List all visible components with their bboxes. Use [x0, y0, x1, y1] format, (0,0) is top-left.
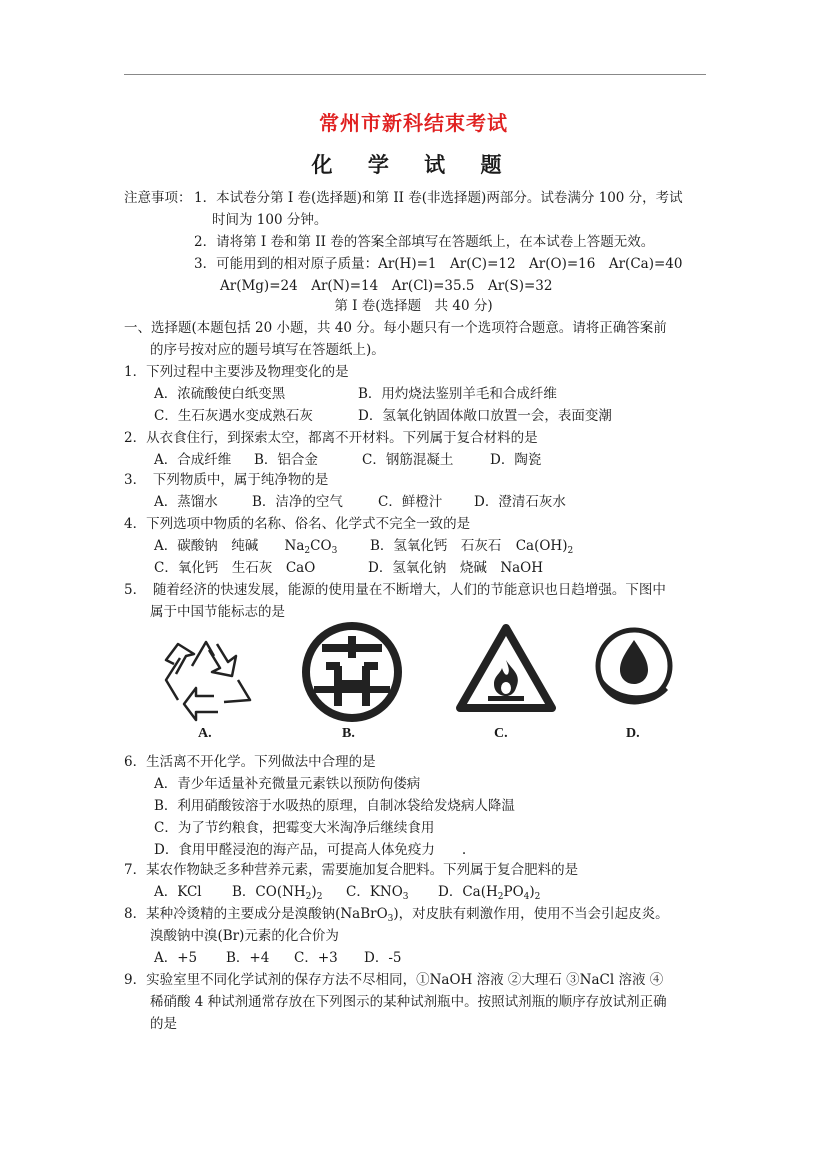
logo-b [300, 622, 420, 750]
q1-option-c: C．生石灰遇水变成熟石灰 [154, 408, 313, 424]
logo-c-label: C. [494, 726, 508, 741]
q9-stem-line-2: 稀硝酸 4 种试剂通常存放在下列图示的某种试剂瓶中。按照试剂瓶的顺序存放试剂正确 [150, 994, 667, 1010]
energy-logos [140, 622, 688, 750]
section-intro-line-2: 的序号按对应的题号填写在答题纸上)。 [150, 342, 385, 358]
q4-option-a [154, 536, 337, 556]
q3-option-d: D．澄清石灰水 [474, 494, 566, 510]
q4-option-b-formula: $Ca(OH)_2$ [515, 538, 574, 556]
note-1-line-1: 1．本试卷分第 I 卷(选择题)和第 II 卷(非选择题)两部分。试卷满分 100 分，考试 [194, 190, 683, 206]
q8-stem-line-2: 溴酸钠中溴(Br)元素的化合价为 [150, 928, 339, 944]
q6-option-a: A．青少年适量补充微量元素铁以预防佝偻病 [154, 776, 421, 792]
q6-option-d: D．食用甲醛浸泡的海产品，可提高人体免疫力 . [154, 842, 467, 858]
logo-a-label: A. [198, 726, 212, 741]
section-title: 第 I 卷(选择题 共 40 分) [334, 298, 493, 314]
notes-prefix: 注意事项： [124, 190, 192, 206]
q3-stem: 3． 下列物质中，属于纯净物的是 [124, 472, 329, 488]
q9-stem-line-1: 9．实验室里不同化学试剂的保存方法不尽相同，①NaOH 溶液 ②大理石 ③NaCl 溶液 ④ [124, 972, 664, 988]
q7-option-c: C．$KNO_3$ [346, 884, 409, 902]
q2-option-a: A．合成纤维 [154, 452, 232, 468]
q4-option-c: C．氧化钙 生石灰 CaO [154, 560, 316, 576]
water-saving-icon [592, 622, 702, 722]
top-rule [124, 74, 706, 75]
q2-stem: 2．从衣食住行，到探索太空，都离不开材料。下列属于复合材料的是 [124, 430, 538, 446]
q3-option-c: C．鲜橙汁 [378, 494, 443, 510]
q7-option-a: A．KCl [154, 884, 202, 900]
section-intro-line-1: 一、选择题(本题包括 20 小题，共 40 分。每小题只有一个选项符合题意。请将正确答案前 [124, 320, 667, 336]
q8-option-a: A．+5 [154, 950, 198, 966]
q7-stem: 7．某农作物缺乏多种营养元素，需要施加复合肥料。下列属于复合肥料的是 [124, 862, 579, 878]
q4-stem: 4．下列选项中物质的名称、俗名、化学式不完全一致的是 [124, 516, 471, 532]
subject-title: 化 学 试 题 [311, 152, 516, 177]
note-1-line-2: 时间为 100 分钟。 [212, 212, 328, 228]
china-energy-saving-icon [300, 622, 410, 722]
q3-option-a: A．蒸馏水 [154, 494, 218, 510]
logo-a [154, 622, 274, 750]
q1-option-a: A．浓硫酸使白纸变黑 [154, 386, 286, 402]
q2-option-c: C．钢筋混凝土 [362, 452, 454, 468]
q8-option-d: D．-5 [364, 950, 402, 966]
q1-option-b: B．用灼烧法鉴别羊毛和合成纤维 [358, 386, 557, 402]
q4-option-a-formula: $Na_2CO_3$ [284, 538, 338, 556]
q7-option-b: B．$CO(NH_2)_2$ [232, 884, 323, 902]
q8-stem-line-1: 8．某种冷烫精的主要成分是溴酸钠(NaBrO$_3$)，对皮肤有刺激作用，使用不当会引起皮炎。 [124, 906, 669, 924]
note-2: 2．请将第 I 卷和第 II 卷的答案全部填写在答题纸上，在本试卷上答题无效。 [194, 234, 655, 250]
q1-stem: 1．下列过程中主要涉及物理变化的是 [124, 364, 349, 380]
q5-stem-line-1: 5． 随着经济的快速发展，能源的使用量在不断增大，人们的节能意识也日趋增强。下图中 [124, 582, 666, 598]
logo-b-label: B. [342, 726, 355, 741]
q4-option-b-name: B．氢氧化钙 石灰石 [370, 538, 502, 554]
note-3-line-1: 3．可能用到的相对原子质量：Ar(H)=1 Ar(C)=12 Ar(O)=16 Ar(Ca)=40 [194, 256, 683, 272]
logo-d-label: D. [626, 726, 640, 741]
q6-option-b: B．利用硝酸铵溶于水吸热的原理，自制冰袋给发烧病人降温 [154, 798, 515, 814]
q2-option-d: D．陶瓷 [490, 452, 542, 468]
q7-option-d: D．$Ca(H_2PO_4)_2$ [438, 884, 541, 902]
q2-option-b: B．铝合金 [254, 452, 318, 468]
logo-c [452, 622, 572, 750]
q3-option-b: B．洁净的空气 [252, 494, 343, 510]
recycle-icon [154, 622, 264, 722]
q1-option-d: D．氢氧化钠固体敞口放置一会，表面变潮 [358, 408, 612, 424]
q5-stem-line-2: 属于中国节能标志的是 [150, 604, 285, 620]
q6-option-c: C．为了节约粮食，把霉变大米淘净后继续食用 [154, 820, 435, 836]
q9-stem-line-3: 的是 [150, 1016, 177, 1032]
q4-option-d: D．氢氧化钠 烧碱 NaOH [368, 560, 544, 576]
q6-stem: 6．生活离不开化学。下列做法中合理的是 [124, 754, 376, 770]
logo-d [592, 622, 712, 750]
q8-option-c: C．+3 [294, 950, 338, 966]
q4-option-a-name: A．碳酸钠 纯碱 [154, 538, 259, 554]
flammable-warning-icon [452, 622, 562, 722]
q8-option-b: B．+4 [226, 950, 270, 966]
note-3-line-2: Ar(Mg)=24 Ar(N)=14 Ar(Cl)=35.5 Ar(S)=32 [220, 278, 553, 294]
school-title: 常州市新科结束考试 [319, 111, 508, 135]
q4-option-b [370, 536, 573, 556]
